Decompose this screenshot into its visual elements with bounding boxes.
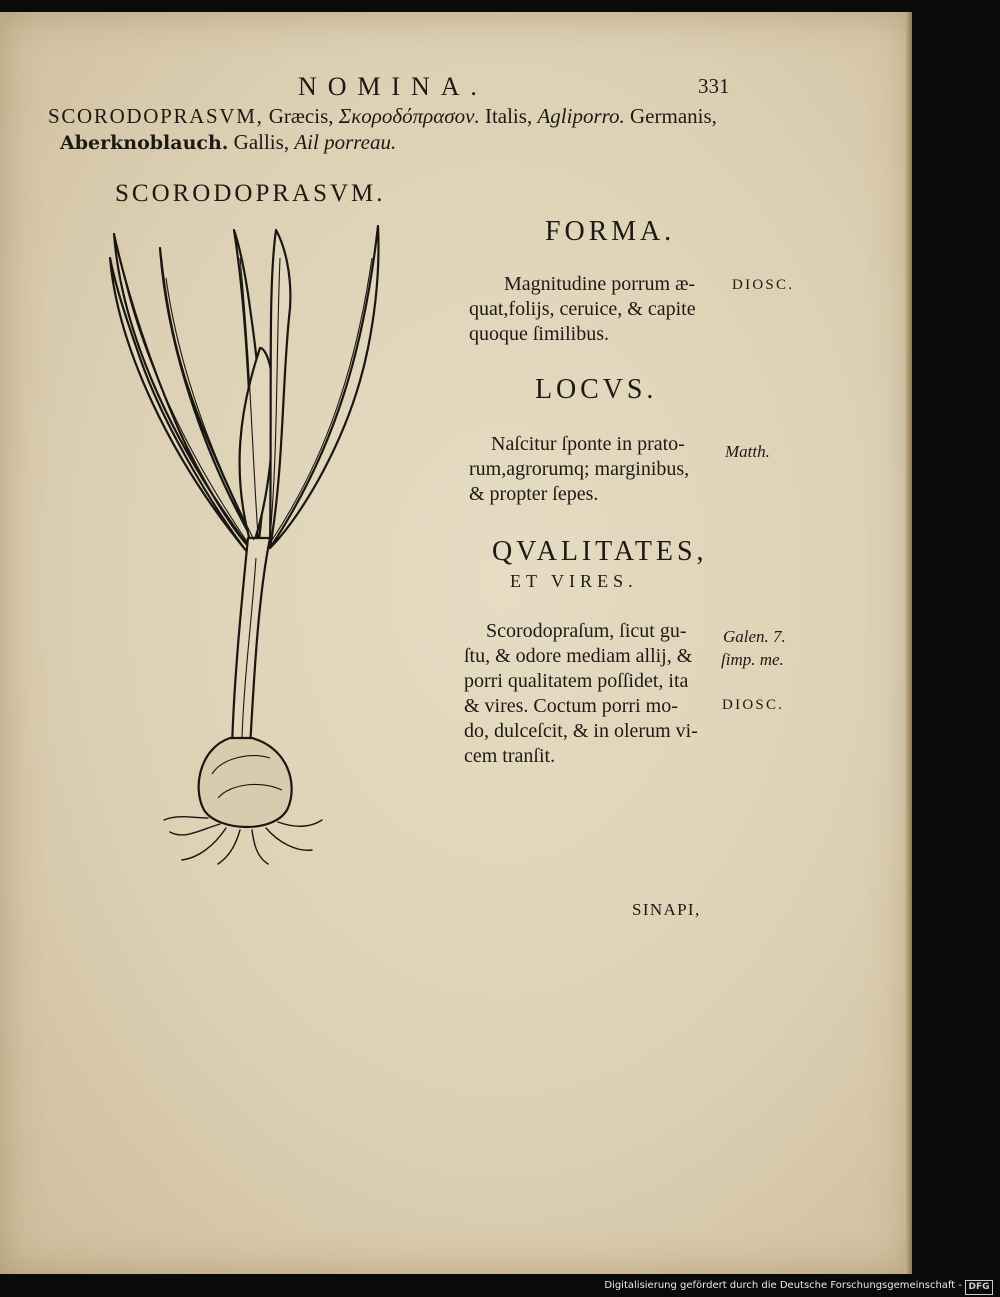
plant-woodcut-illustration	[100, 218, 400, 868]
folio-number: 331	[698, 74, 730, 98]
qualitates-margin-note-3: DIOSC.	[722, 697, 785, 713]
page-edge	[905, 12, 912, 1274]
qualitates-line-3: porri qualitatem poſſidet, ita	[464, 670, 689, 692]
locus-line-2: rum,agrorumq; marginibus,	[469, 458, 690, 480]
locus-heading: LOCVS.	[535, 374, 658, 405]
french-label: Gallis,	[228, 130, 295, 154]
forma-margin-note: DIOSC.	[732, 277, 795, 293]
digitization-credit: Digitalisierung gefördert durch die Deutsche Forschungsgemeinschaft -	[604, 1280, 962, 1291]
locus-line-3: & propter ſepes.	[469, 483, 599, 505]
forma-line-1: Magnitudine porrum æ-	[504, 273, 696, 295]
greek-name: Σκοροδόπρασον.	[338, 104, 480, 128]
forma-line-3: quoque ſimilibus.	[469, 323, 609, 345]
german-name: Aberknoblauch.	[60, 132, 229, 154]
qualitates-subheading: ET VIRES.	[510, 571, 638, 591]
latin-name: SCORODOPRASVM,	[48, 104, 264, 128]
plant-title: SCORODOPRASVM.	[115, 180, 386, 207]
qualitates-heading: QVALITATES,	[492, 536, 708, 567]
greek-label: Græcis,	[263, 104, 339, 128]
french-name: Ail porreau.	[294, 130, 397, 154]
names-line-2	[60, 130, 396, 155]
qualitates-line-2: ſtu, & odore mediam allij, &	[464, 645, 693, 667]
names-line-1	[48, 104, 717, 129]
qualitates-line-5: do, dulceſcit, & in olerum vi-	[464, 720, 698, 742]
qualitates-line-4: & vires. Coctum porri mo-	[464, 695, 678, 717]
german-label: Germanis,	[624, 104, 717, 128]
dfg-logo[interactable]: DFG	[965, 1280, 993, 1295]
running-head: NOMINA.	[298, 72, 488, 101]
catchword: SINAPI,	[632, 900, 701, 919]
locus-line-1: Naſcitur ſponte in prato-	[491, 433, 685, 455]
qualitates-margin-note-2: ſimp. me.	[721, 650, 784, 669]
italian-label: Italis,	[479, 104, 538, 128]
forma-line-2: quat,folijs, ceruice, & capite	[469, 298, 696, 320]
qualitates-line-6: cem tranſit.	[464, 745, 556, 767]
qualitates-line-1: Scorodopraſum, ſicut gu-	[486, 620, 687, 642]
forma-heading: FORMA.	[545, 216, 676, 247]
qualitates-margin-note-1: Galen. 7.	[723, 627, 786, 646]
italian-name: Agliporro.	[537, 104, 625, 128]
locus-margin-note: Matth.	[725, 442, 770, 461]
